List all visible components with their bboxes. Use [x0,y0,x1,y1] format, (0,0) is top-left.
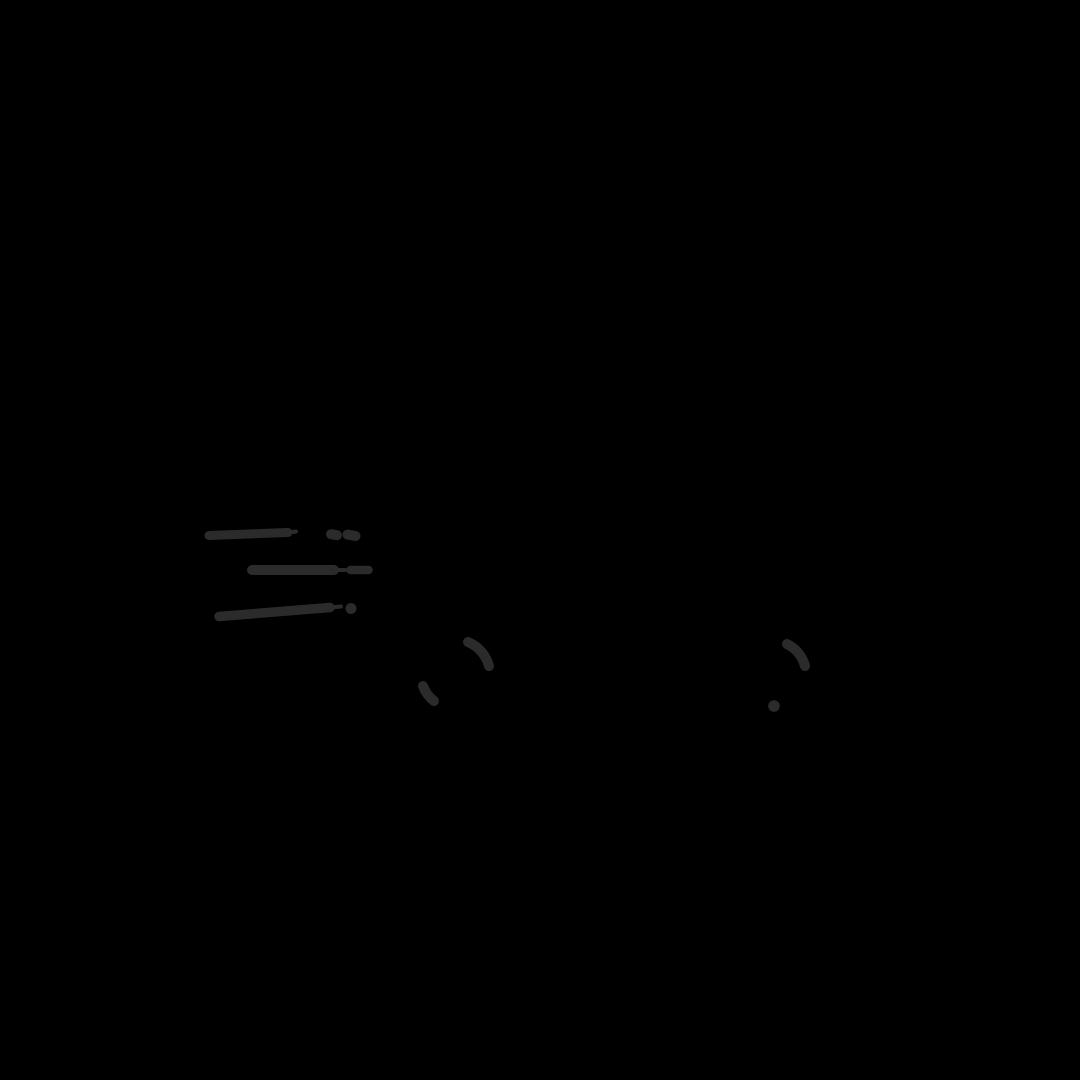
speed-line-top-dash-1 [331,534,337,535]
speed-line-top-dash-2 [348,535,356,536]
speed-line-bottom-dot [346,603,357,614]
front-wheel-arc [468,642,489,666]
icon-stroke-group [209,532,805,702]
rear-wheel-arc [787,644,805,666]
icon-dot-group [346,603,780,712]
speed-line-bottom-taper [330,607,341,608]
speed-line-top [209,533,288,536]
rear-wheel-dot [768,700,780,712]
speed-line-bottom [219,608,330,617]
front-wheel-lower-fragment [423,686,434,701]
speed-line-top-taper [288,532,296,533]
